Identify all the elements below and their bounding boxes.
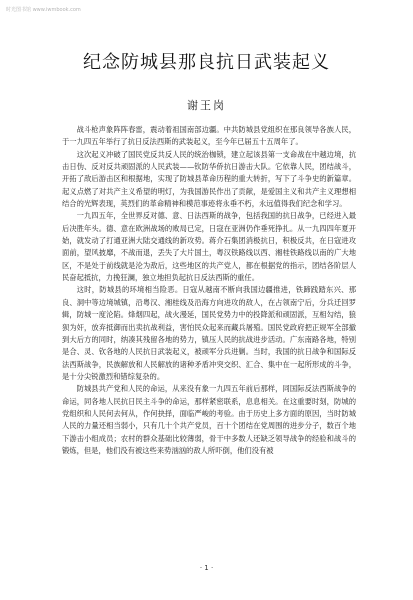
paragraph: 一九四五年，全世界反对德、意、日法西斯的战争，包括我国的抗日战争，已经进入最后决胜年头。德、意在欧洲战场的败局已定，日寇在亚洲仍作垂死挣扎。从一九四四年夏开始，就发动了打通亚洲大陆交通线的新攻势。蒋介石集团消极抗日，积极反共，在日寇进攻面前，望风披靡，不战而退，丢失了大片国土，粤汉铁路线以西、湘桂铁路线以南的广大地区，不是处于前线就是沦为敌后，这些地区的共产党人，都在根据党的指示，团结各阶层人民奋起抵抗，力挽狂澜，独立地担负起抗日反法西斯的重任。 bbox=[62, 211, 356, 283]
paragraph: 战斗枪声象阵阵春雷，震动着祖国南部边疆。中共防城县党组织在那良领导各族人民，于一九四五年举行了抗日反法西斯的武装起义，至今年已届五十五周年了。 bbox=[62, 125, 356, 147]
author-name: 谢王岗 bbox=[187, 99, 226, 112]
article-body bbox=[62, 124, 356, 457]
paragraph: 这次起义冲破了国民党反共反人民的统治枷锁，建立起该县第一支命战在中越边境，抗击日伪、反对反共顽固派的人民武装——钦防华侨抗日游击大队。它依靠人民，团结战斗，开拓了敌后游击区和根据地，实现了防城县革命历程的重大转折，写下了斗争史的新篇章。起义点燃了对共产主义希望的明灯，为我国游民作出了贡献，是爱国主义和共产主义理想相结合的光辉表现，英烈们的革命精神和模范事迹将永垂不朽，永远值得我们纪念和学习。 bbox=[62, 149, 356, 209]
paragraph: 这时，防城县的环境相当险恶。日寇从越南不断向我国边疆推进，铁蹄践踏东兴、那良、洞中等边境城镇，沿粤汉、湘桂线及沿海方向进攻的敌人，在占领南宁后，分兵迁回罗辑，防城一度沦陷。烽烟四起，战火漫延，国民党势力中的投降派和顽固派，互相勾结，狼狈为奸，放弃抵御而出卖抗战利益，害怕民众起来而藏兵屠殖。国民党政府把正规军全部撤到大后方的同时，纳凑其残留各地的势力，镇压人民的抗战进步活动。广东南路各地，特别是合、灵、钦各地的人民抗日武装起义，被顽军分兵进剿。当时，我国的抗日战争和国际反法西斯战争，民族解放和人民解放的诸种矛盾冲突交织、汇合、集中在一起所形成的斗争，是十分尖锐激烈和错综复杂的。 bbox=[62, 285, 356, 381]
paragraph: 防城县共产党和人民的命运，从来没有象一九四五年前后那样，同国际反法西斯战争的命运，同各地人民抗日民主斗争的命运，那样紧密联系，息息相关。在这重要时刻，防城的党组织和人民何去何从，作何抉择，面临严峻的考验。由于历史上多方面的原因，当时防城人民的力量还相当弱小，只有几十个共产党员，百十个团结在党周围的进步分子，数百个地下游击小组成员；农村的群众基础比较薄弱，骨干中多数人还缺乏领导战争的经验和战斗的锻炼，但是，他们没有被这些来势汹汹的敌人所吓倒，他们没有被 bbox=[62, 384, 356, 455]
page-title: 纪念防城县那良抗日武装起义 bbox=[83, 52, 330, 73]
watermark: 时光图书馆 www.iwmbook.com bbox=[6, 7, 81, 13]
page-number: · 1 · bbox=[199, 564, 214, 572]
